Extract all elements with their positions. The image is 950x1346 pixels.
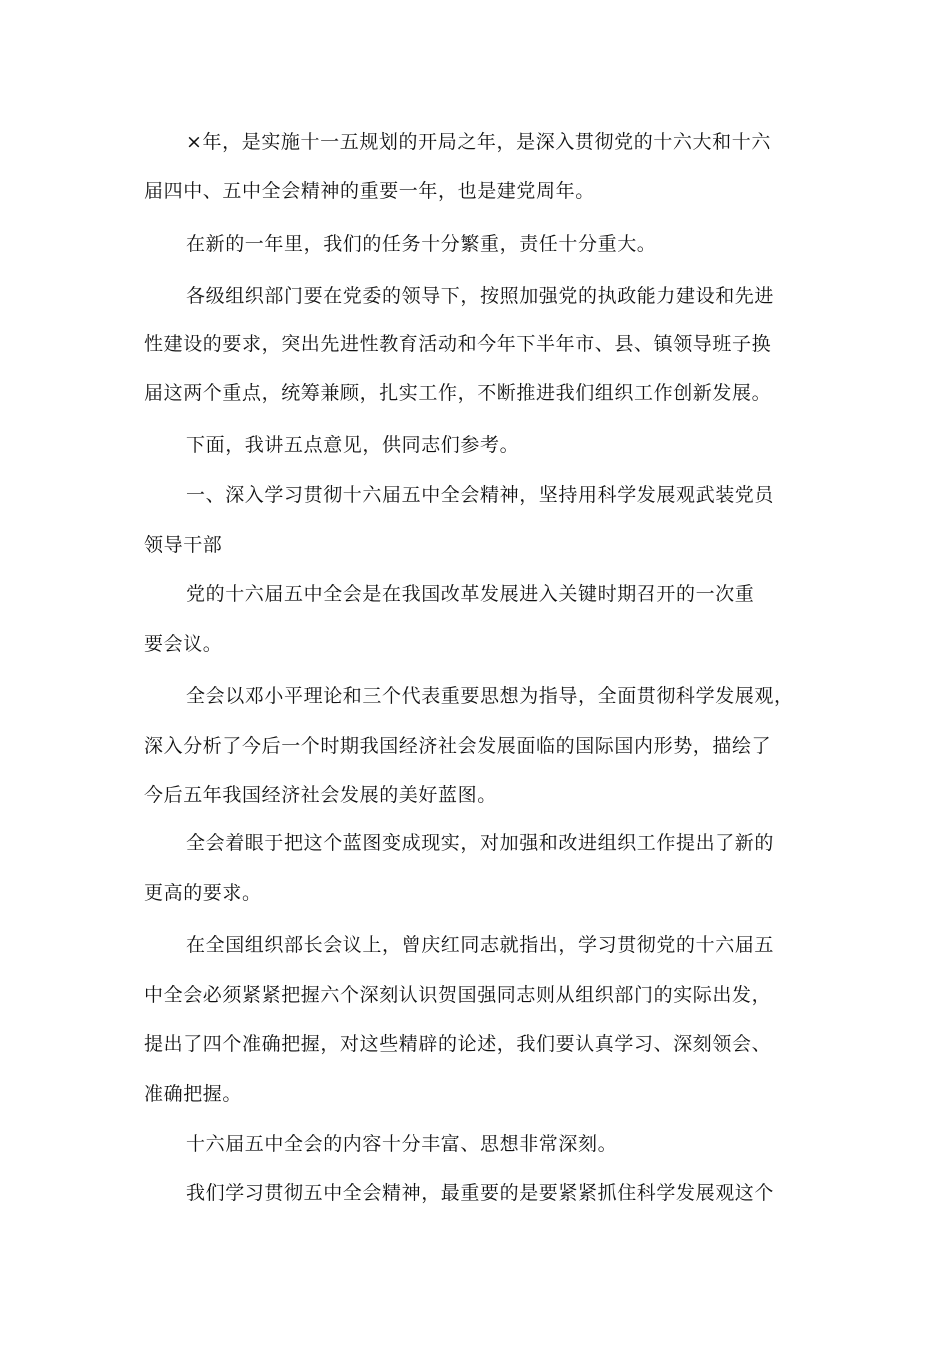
text-line: 下面，我讲五点意见，供同志们参考。 xyxy=(186,434,520,456)
text-line: 性建设的要求，突出先进性教育活动和今年下半年市、县、镇领导班子换 xyxy=(144,333,772,355)
text-line: 我们学习贯彻五中全会精神，最重要的是要紧紧抓住科学发展观这个 xyxy=(186,1182,775,1204)
text-line: 中全会必须紧紧把握六个深刻认识贺国强同志则从组织部门的实际出发， xyxy=(144,984,772,1006)
text-line: 要会议。 xyxy=(144,633,223,655)
text-line: 届四中、五中全会精神的重要一年，也是建党周年。 xyxy=(144,180,595,202)
text-line: 在新的一年里，我们的任务十分繁重，责任十分重大。 xyxy=(186,233,657,255)
text-line: 准确把握。 xyxy=(144,1083,243,1105)
text-line: 党的十六届五中全会是在我国改革发展进入关键时期召开的一次重 xyxy=(186,583,755,605)
text-line: 届这两个重点，统筹兼顾，扎实工作，不断推进我们组织工作创新发展。 xyxy=(144,382,772,404)
text-line: 提出了四个准确把握，对这些精辟的论述，我们要认真学习、深刻领会、 xyxy=(144,1033,772,1055)
text-line: 更高的要求。 xyxy=(144,882,262,904)
text-line: 在全国组织部长会议上，曾庆红同志就指出，学习贯彻党的十六届五 xyxy=(186,934,775,956)
text-line: 深入分析了今后一个时期我国经济社会发展面临的国际国内形势，描绘了 xyxy=(144,735,772,757)
text-line: 各级组织部门要在党委的领导下，按照加强党的执政能力建设和先进 xyxy=(186,285,775,307)
text-line: 全会着眼于把这个蓝图变成现实，对加强和改进组织工作提出了新的 xyxy=(186,832,775,854)
section-heading-line: 领导干部 xyxy=(144,534,223,556)
text-line: ×年，是实施十一五规划的开局之年，是深入贯彻党的十六大和十六 xyxy=(186,131,771,153)
text-line: 全会以邓小平理论和三个代表重要思想为指导，全面贯彻科学发展观， xyxy=(186,685,794,707)
text-line: 十六届五中全会的内容十分丰富、思想非常深刻。 xyxy=(186,1133,618,1155)
section-heading-line: 一、深入学习贯彻十六届五中全会精神，坚持用科学发展观武装党员 xyxy=(186,484,775,506)
text-line: 今后五年我国经济社会发展的美好蓝图。 xyxy=(144,784,497,806)
